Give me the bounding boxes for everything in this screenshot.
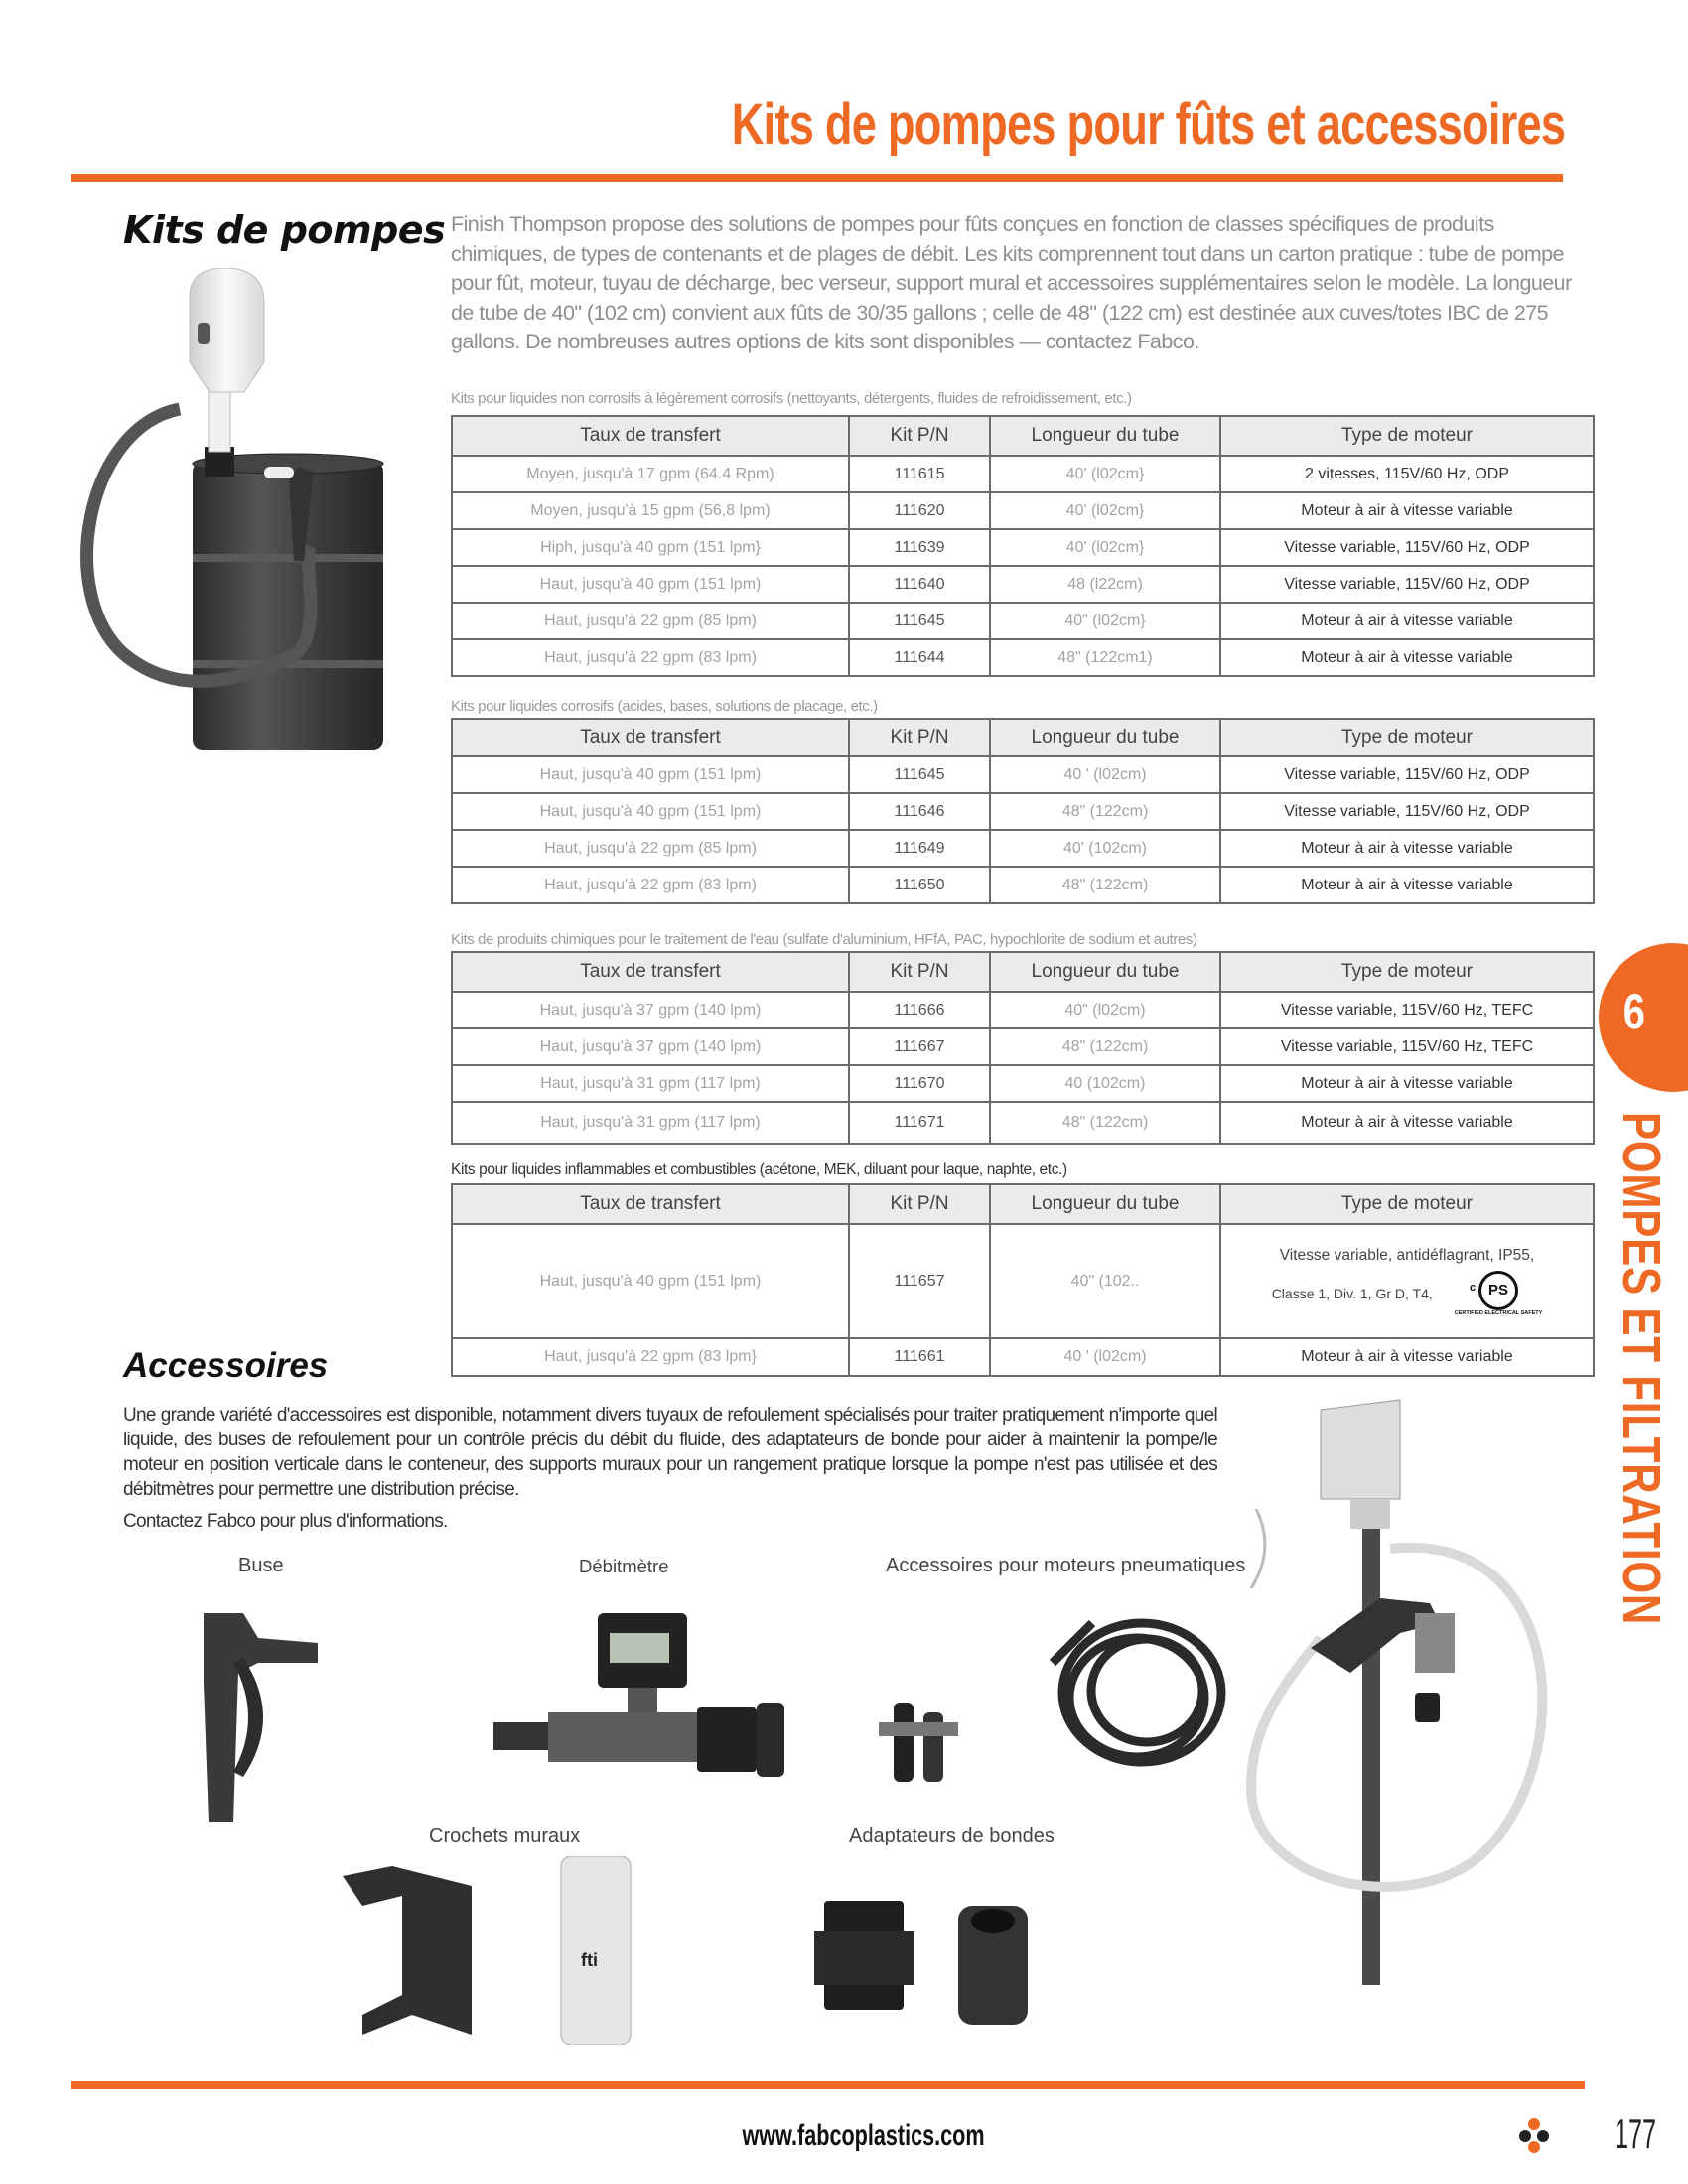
column-header-motor-type: Type de moteur [1220, 1184, 1594, 1224]
column-header-kit-pn: Kit P/N [849, 952, 990, 992]
kit-pn-cell: 111620 [849, 492, 990, 529]
table-row [452, 992, 1594, 1028]
accessory-label-bung-adapters: Adaptateurs de bondes [849, 1825, 1055, 1846]
fabco-logo-icon [1511, 2113, 1557, 2158]
column-header-kit-pn: Kit P/N [849, 1184, 990, 1224]
kits-table-water-treatment [451, 951, 1595, 1145]
electric-pump-image [1241, 1390, 1559, 1985]
kit-pn-cell: 111667 [849, 1028, 990, 1065]
footer-divider [71, 2081, 1585, 2089]
table-row [452, 756, 1594, 793]
motor-type-line-2 [1221, 1271, 1593, 1316]
cps-certification-icon [1455, 1271, 1543, 1316]
column-header-transfer-rate: Taux de transfert [452, 952, 849, 992]
transfer-rate-cell: Haut, jusqu'à 22 gpm (83 lpm) [452, 639, 849, 676]
table-row [452, 1065, 1594, 1102]
bung-adapter-images [809, 1891, 1038, 2040]
table-header-row [452, 416, 1594, 456]
transfer-rate-cell: Haut, jusqu'à 37 gpm (140 lpm) [452, 1028, 849, 1065]
hazard-classification: Classe 1, Div. 1, Gr D, T4, [1271, 1285, 1433, 1301]
table-row [452, 830, 1594, 867]
tube-length-cell: 48" (122cm) [990, 1102, 1220, 1144]
column-header-kit-pn: Kit P/N [849, 416, 990, 456]
tube-length-cell: 40" (l02cm) [990, 992, 1220, 1028]
column-header-tube-length: Longueur du tube [990, 416, 1220, 456]
transfer-rate-cell: Haut, jusqu'à 40 gpm (151 lpm) [452, 756, 849, 793]
header-divider [71, 174, 1563, 182]
kit-pn-cell: 111646 [849, 793, 990, 830]
motor-type-cell: Vitesse variable, 115V/60 Hz, ODP [1220, 793, 1594, 830]
transfer-rate-cell: Haut, jusqu'à 31 gpm (117 lpm) [452, 1102, 849, 1144]
kit-pn-cell: 111644 [849, 639, 990, 676]
kit-pn-cell: 111639 [849, 529, 990, 566]
table-row [452, 566, 1594, 603]
tube-length-cell: 48" (122cm) [990, 1028, 1220, 1065]
motor-type-cell: Moteur à air à vitesse variable [1220, 492, 1594, 529]
svg-text:fti: fti [581, 1950, 598, 1970]
page-title: Kits de pompes pour fûts et accessoires [731, 92, 1565, 157]
kit-pn-cell: 111649 [849, 830, 990, 867]
motor-type-cell: Moteur à air à vitesse variable [1220, 603, 1594, 639]
transfer-rate-cell: Moyen, jusqu'à 17 gpm (64.4 Rpm) [452, 456, 849, 492]
kit-pn-cell: 111640 [849, 566, 990, 603]
transfer-rate-cell: Haut, jusqu'à 40 gpm (151 lpm) [452, 1224, 849, 1338]
motor-type-cell: Moteur à air à vitesse variable [1220, 867, 1594, 903]
accessory-label-air-motor: Accessoires pour moteurs pneumatiques [886, 1555, 1246, 1576]
accessories-contact: Contactez Fabco pour plus d'informations. [123, 1511, 448, 1532]
transfer-rate-cell: Haut, jusqu'à 22 gpm (83 lpm) [452, 867, 849, 903]
tube-length-cell: 40' (102cm) [990, 830, 1220, 867]
flowmeter-image [489, 1613, 816, 1802]
column-header-motor-type: Type de moteur [1220, 952, 1594, 992]
kit-pn-cell: 111615 [849, 456, 990, 492]
motor-type-cell: Vitesse variable, 115V/60 Hz, ODP [1220, 529, 1594, 566]
website-link[interactable]: www.fabcoplastics.com [742, 2119, 985, 2152]
motor-type-cell: Vitesse variable, 115V/60 Hz, TEFC [1220, 992, 1594, 1028]
transfer-rate-cell: Hiph, jusqu'à 40 gpm (151 lpm} [452, 529, 849, 566]
transfer-rate-cell: Haut, jusqu'à 37 gpm (140 lpm) [452, 992, 849, 1028]
chapter-label-text: POMPES ET FILTRATION [1612, 1112, 1671, 1626]
transfer-rate-cell: Moyen, jusqu'à 15 gpm (56,8 lpm) [452, 492, 849, 529]
table-caption-flammable: Kits pour liquides inflammables et combustibles (acétone, MEK, diluant pour laque, naphte, etc.) [451, 1161, 1067, 1178]
table-row [452, 603, 1594, 639]
accessory-label-wall-hooks: Crochets muraux [429, 1825, 581, 1846]
kit-pn-cell: 111645 [849, 756, 990, 793]
table-row [452, 492, 1594, 529]
kit-pn-cell: 111670 [849, 1065, 990, 1102]
table-row [452, 1224, 1594, 1338]
wall-hook-images [333, 1856, 660, 2045]
table-row [452, 793, 1594, 830]
kits-intro: Finish Thompson propose des solutions de pompes pour fûts conçues en fonction de classes spécifiques de produits chimiques, de types de contenants et de plages de débit. Les kits comprennent tout dans un carton pratique : tube de pompe pour fût, moteur, tuyau de décharge, bec verseur, support mural et accessoires supplémentaires selon le modèle. La longueur de tube de 40" (102 cm) convient aux fûts de 30/35 gallons ; celle de 48" (122 cm) est destinée aux cuves/totes IBC de 275 gallons. De nombreuses autres options de kits sont disponibles — contactez Fabco. [451, 212, 1572, 353]
transfer-rate-cell: Haut, jusqu'à 40 gpm (151 lpm) [452, 566, 849, 603]
tube-length-cell: 40' (l02cm} [990, 456, 1220, 492]
motor-type-cell [1220, 1224, 1594, 1338]
kit-pn-cell: 111657 [849, 1224, 990, 1338]
column-header-transfer-rate: Taux de transfert [452, 416, 849, 456]
kits-heading: Kits de pompes [123, 208, 446, 252]
tube-length-cell: 48 (l22cm) [990, 566, 1220, 603]
chapter-label [1611, 1112, 1670, 1628]
page-number: 177 [1615, 2111, 1657, 2157]
tube-length-cell: 48" (122cm) [990, 793, 1220, 830]
column-header-tube-length: Longueur du tube [990, 719, 1220, 756]
chapter-number: 6 [1622, 984, 1646, 1039]
tube-length-cell: 40' (l02cm} [990, 492, 1220, 529]
accessory-label-nozzle: Buse [238, 1555, 284, 1576]
table-row [452, 1102, 1594, 1144]
column-header-tube-length: Longueur du tube [990, 1184, 1220, 1224]
table-caption-water-treatment: Kits de produits chimiques pour le traitement de l'eau (sulfate d'aluminium, HFfA, PAC, hypochlorite de sodium et autres) [451, 931, 1197, 948]
table-row [452, 456, 1594, 492]
transfer-rate-cell: Haut, jusqu'à 31 gpm (117 lpm) [452, 1065, 849, 1102]
transfer-rate-cell: Haut, jusqu'à 22 gpm (85 lpm) [452, 830, 849, 867]
tube-length-cell: 40" (102.. [990, 1224, 1220, 1338]
column-header-motor-type: Type de moteur [1220, 416, 1594, 456]
motor-type-cell: Moteur à air à vitesse variable [1220, 1065, 1594, 1102]
kits-table-corrosive [451, 718, 1595, 904]
accessory-label-flowmeter: Débitmètre [579, 1556, 669, 1576]
accessories-heading: Accessoires [123, 1346, 329, 1385]
motor-type-line-1: Vitesse variable, antidéflagrant, IP55, [1279, 1246, 1535, 1264]
table-caption-non-corrosive: Kits pour liquides non corrosifs à légèrement corrosifs (nettoyants, détergents, fluides de refroidissement, etc.) [451, 390, 1132, 407]
column-header-motor-type: Type de moteur [1220, 719, 1594, 756]
motor-type-cell: Moteur à air à vitesse variable [1220, 1102, 1594, 1144]
table-header-row [452, 719, 1594, 756]
kit-pn-cell: 111666 [849, 992, 990, 1028]
cps-prefix: c [1470, 1281, 1477, 1294]
tube-length-cell: 40 ' (l02cm) [990, 1338, 1220, 1376]
motor-type-cell: Vitesse variable, 115V/60 Hz, ODP [1220, 756, 1594, 793]
kit-pn-cell: 111661 [849, 1338, 990, 1376]
column-header-tube-length: Longueur du tube [990, 952, 1220, 992]
table-row [452, 639, 1594, 676]
accessories-description: Une grande variété d'accessoires est disponible, notamment divers tuyaux de refoulement spécialisés pour traiter pratiquement n'importe quel liquide, des buses de refoulement pour un contrôle précis du débit du fluide, des adaptateurs de bonde pour aider à maintenir la pompe/le moteur en position verticale dans le conteneur, des supports muraux pour un rangement pratique lorsque la pompe n'est pas utilisée et des débitmètres pour permettre une distribution précise. [123, 1405, 1217, 1500]
column-header-kit-pn: Kit P/N [849, 719, 990, 756]
motor-type-cell: Moteur à air à vitesse variable [1220, 830, 1594, 867]
motor-type-cell: 2 vitesses, 115V/60 Hz, ODP [1220, 456, 1594, 492]
motor-type-cell: Moteur à air à vitesse variable [1220, 1338, 1594, 1376]
kit-pn-cell: 111645 [849, 603, 990, 639]
transfer-rate-cell: Haut, jusqu'à 40 gpm (151 lpm) [452, 793, 849, 830]
table-row [452, 1338, 1594, 1376]
transfer-rate-cell: Haut, jusqu'à 22 gpm (85 lpm) [452, 603, 849, 639]
transfer-rate-cell: Haut, jusqu'à 22 gpm (83 lpm} [452, 1338, 849, 1376]
table-header-row [452, 952, 1594, 992]
tube-length-cell: 48" (122cm) [990, 867, 1220, 903]
drum-pump-kit-image [66, 268, 443, 754]
cps-mark: PS [1488, 1282, 1509, 1298]
tube-length-cell: 40 (102cm) [990, 1065, 1220, 1102]
column-header-transfer-rate: Taux de transfert [452, 719, 849, 756]
motor-type-cell: Moteur à air à vitesse variable [1220, 639, 1594, 676]
tube-length-cell: 40" (l02cm} [990, 603, 1220, 639]
nozzle-image [194, 1603, 323, 1822]
tube-length-cell: 40' (l02cm} [990, 529, 1220, 566]
kits-table-non-corrosive [451, 415, 1595, 677]
table-caption-corrosive: Kits pour liquides corrosifs (acides, bases, solutions de placage, etc.) [451, 698, 878, 715]
tube-length-cell: 40 ' (l02cm) [990, 756, 1220, 793]
kit-pn-cell: 111650 [849, 867, 990, 903]
kit-pn-cell: 111671 [849, 1102, 990, 1144]
table-row [452, 1028, 1594, 1065]
column-header-transfer-rate: Taux de transfert [452, 1184, 849, 1224]
table-row [452, 529, 1594, 566]
tube-length-cell: 48" (122cm1) [990, 639, 1220, 676]
table-row [452, 867, 1594, 903]
motor-type-cell: Vitesse variable, 115V/60 Hz, ODP [1220, 566, 1594, 603]
table-header-row [452, 1184, 1594, 1224]
motor-type-cell: Vitesse variable, 115V/60 Hz, TEFC [1220, 1028, 1594, 1065]
kits-table-flammable [451, 1183, 1595, 1377]
cps-text: CERTIFIED ELECTRICAL SAFETY [1454, 1309, 1543, 1316]
air-motor-accessories-image [874, 1603, 1271, 1802]
